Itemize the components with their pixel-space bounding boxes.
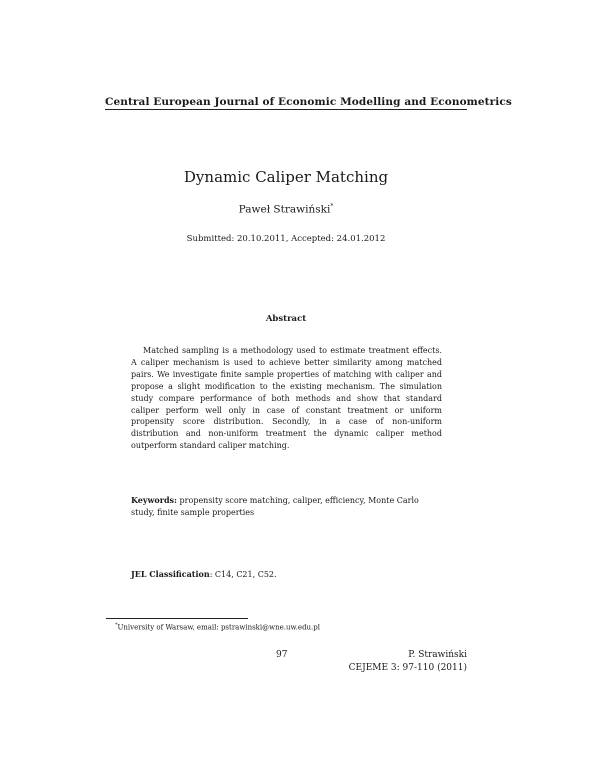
footnote-text: University of Warsaw, email: pstrawinski@wne.uw.edu.pl [117,623,320,632]
footer-citation: CEJEME 3: 97-110 (2011) [348,663,467,673]
header-rule [105,109,467,110]
author-footnote-mark: * [330,203,334,210]
jel-classification [131,569,442,579]
keywords-label: Keywords: [131,495,178,505]
jel-label: JEL Classification [131,569,210,579]
footer-author: P. Strawiński [408,650,467,660]
author-name: Paweł Strawiński [238,203,331,216]
abstract-heading: Abstract [265,314,307,324]
jel-text: : C14, C21, C52. [209,570,277,579]
page-number: 97 [276,650,288,660]
abstract-text: Matched sampling is a methodology used to estimate treatment effects. A caliper mechanism is used to achieve better similarity among matched pairs. We investigate finite sample properties of matching with caliper and propose a slight modification to the existing mechanism. The simulation study compare performance of both methods and show that standard caliper perform well only in case of constant treatment or uniform propensity score distribution. Secondly, in a case of non-uniform distribution and non-uniform treatment the dynamic caliper method outperform standard caliper matching. [131,346,442,451]
footnote-mark: * [115,622,118,628]
journal-header: Central European Journal of Economic Modelling and Econometrics [105,96,512,108]
footnote-rule [106,618,248,619]
keywords [131,494,442,519]
running-footer [349,649,467,675]
keywords-text: propensity score matching, caliper, efficiency, Monte Carlo study, finite sample properties [131,496,419,517]
author-line [0,203,572,216]
footnote [115,622,320,631]
article-title: Dynamic Caliper Matching [183,168,389,186]
submission-dates: Submitted: 20.10.2011, Accepted: 24.01.2012 [186,234,386,244]
